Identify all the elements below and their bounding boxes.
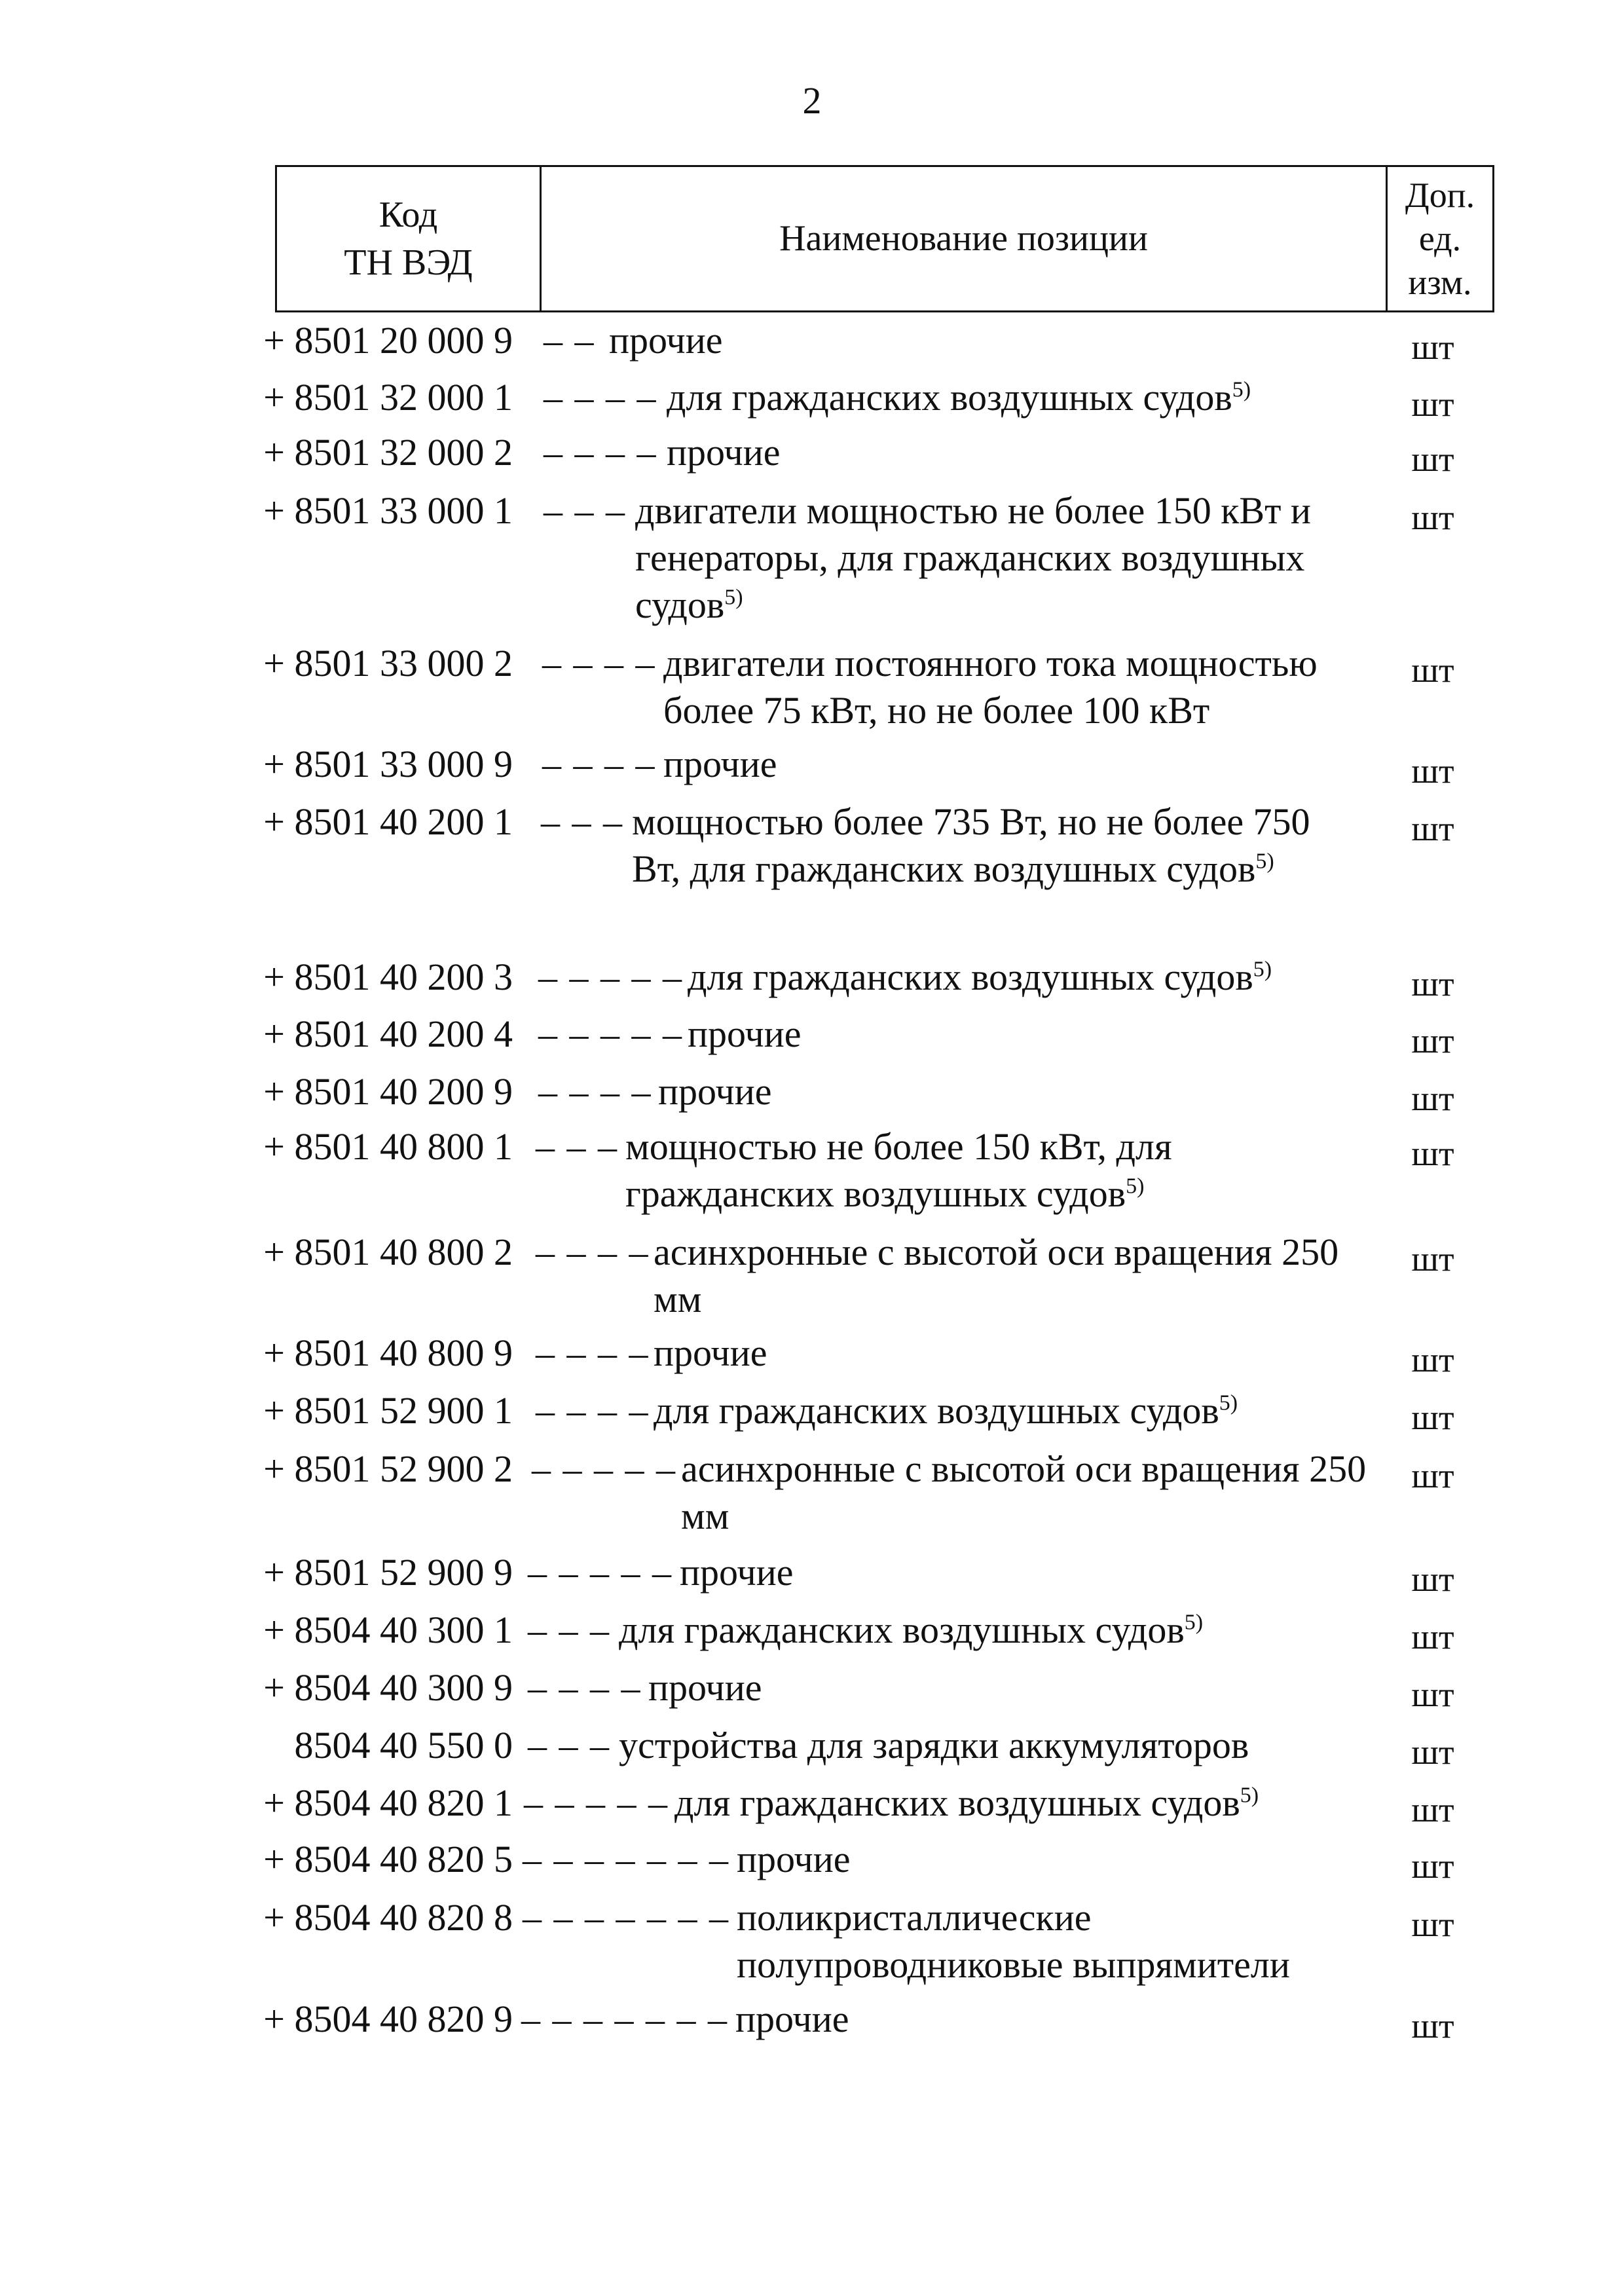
- row-unit: шт: [1411, 1079, 1454, 1118]
- row-text: прочие: [648, 1666, 762, 1709]
- row-desc: [619, 1607, 1392, 1654]
- row-unit: шт: [1411, 384, 1454, 424]
- row-unit: шт: [1411, 1905, 1454, 1944]
- row-unit: шт: [1411, 751, 1454, 791]
- row-desc: [667, 374, 1439, 421]
- header-unit-line2: ед.: [1418, 219, 1462, 259]
- row-code: + 8504 40 300 1: [263, 1609, 513, 1651]
- row-desc: [654, 1229, 1348, 1323]
- row-text: для гражданских воздушных судов: [667, 376, 1232, 419]
- row-unit: шт: [1411, 1134, 1454, 1173]
- row-footnote: 5): [1255, 849, 1274, 874]
- row-code: + 8501 40 200 4: [263, 1013, 513, 1055]
- row-dashes: – –: [544, 319, 595, 362]
- row-text: асинхронные с высотой оси вращения 250 мм: [681, 1447, 1367, 1537]
- row-code: + 8501 33 000 1: [263, 489, 513, 532]
- row-code: + 8501 33 000 2: [263, 642, 513, 684]
- row-dashes: – – – –: [538, 1070, 652, 1113]
- row-dashes: – – – –: [544, 376, 657, 419]
- row-desc: [654, 1330, 1426, 1377]
- row-text: для гражданских воздушных судов: [619, 1609, 1185, 1651]
- row-desc: [619, 1722, 1392, 1769]
- row-code: + 8501 32 000 1: [263, 376, 513, 419]
- row-desc: [735, 1996, 1508, 2043]
- row-unit: шт: [1411, 1340, 1454, 1379]
- row-text: прочие: [735, 1998, 849, 2040]
- row-unit: шт: [1411, 327, 1454, 367]
- row-code: + 8501 33 000 9: [263, 743, 513, 785]
- row-footnote: 5): [1253, 957, 1272, 982]
- row-dashes: – – – –: [528, 1666, 642, 1709]
- row-unit: шт: [1411, 439, 1454, 479]
- row-dashes: – – – – –: [528, 1551, 673, 1594]
- row-dashes: – – – – –: [532, 1447, 676, 1490]
- header-unit-cell: [1388, 167, 1492, 310]
- row-footnote: 5): [1126, 1174, 1145, 1199]
- row-footnote: 5): [1219, 1390, 1238, 1415]
- header-code-cell: [277, 167, 542, 310]
- row-unit: шт: [1411, 1846, 1454, 1886]
- row-text: прочие: [609, 319, 723, 362]
- row-desc: [635, 487, 1375, 629]
- row-unit: шт: [1411, 1559, 1454, 1599]
- row-unit: шт: [1411, 809, 1454, 848]
- row-desc: [674, 1780, 1447, 1827]
- header-name: Наименование позиции: [779, 218, 1148, 259]
- row-dashes: – – –: [528, 1609, 610, 1651]
- row-unit: шт: [1411, 498, 1454, 537]
- row-code: + 8501 52 900 1: [263, 1389, 513, 1432]
- row-footnote: 5): [1232, 377, 1251, 402]
- row-dashes: – – –: [541, 800, 623, 843]
- row-dashes: – – – – – – –: [521, 1998, 728, 2040]
- row-text: поликристаллические полупроводниковые выпрямители: [737, 1896, 1290, 1986]
- row-desc: [648, 1664, 1421, 1711]
- row-dashes: – – – –: [536, 1389, 650, 1432]
- row-text: для гражданских воздушных судов: [674, 1782, 1240, 1824]
- row-text: для гражданских воздушных судов: [688, 956, 1253, 998]
- row-code: + 8501 40 200 9: [263, 1070, 513, 1113]
- row-text: прочие: [737, 1838, 851, 1880]
- row-unit: шт: [1411, 1675, 1454, 1714]
- row-unit: шт: [1411, 1732, 1454, 1772]
- row-code: + 8501 52 900 9: [263, 1551, 513, 1594]
- row-text: мощностью не более 150 кВт, для гражданских воздушных судов: [625, 1125, 1172, 1215]
- row-text: прочие: [688, 1013, 802, 1055]
- row-dashes: – – –: [536, 1125, 618, 1168]
- row-text: прочие: [667, 431, 781, 474]
- row-text: прочие: [680, 1551, 794, 1594]
- row-text: двигатели мощностью не более 150 кВт и генераторы, для гражданских воздушных судов: [635, 489, 1311, 626]
- row-dashes: – – – – – – –: [523, 1838, 729, 1880]
- row-desc: [681, 1446, 1388, 1540]
- row-dashes: – – – –: [536, 1231, 650, 1273]
- row-dashes: – – – –: [542, 642, 656, 684]
- row-code: + 8501 40 200 3: [263, 956, 513, 998]
- row-code: + 8501 40 800 2: [263, 1231, 513, 1273]
- row-desc: [625, 1123, 1274, 1218]
- row-dashes: – – – –: [542, 743, 656, 785]
- row-desc: [667, 429, 1439, 476]
- row-code: + 8504 40 820 9: [263, 1998, 513, 2040]
- row-text: мощностью более 735 Вт, но не более 750 Вт, для гражданских воздушных судов: [632, 800, 1310, 890]
- table-header: [275, 165, 1494, 312]
- row-dashes: – – – – –: [524, 1782, 669, 1824]
- row-desc: [663, 741, 1436, 788]
- row-code: + 8501 32 000 2: [263, 431, 513, 474]
- header-name-cell: [542, 167, 1388, 310]
- row-unit: шт: [1411, 1239, 1454, 1278]
- row-code: + 8504 40 820 1: [263, 1782, 513, 1824]
- row-footnote: 5): [724, 585, 743, 610]
- row-desc: [737, 1894, 1326, 1988]
- header-unit-line3: изм.: [1408, 262, 1472, 302]
- row-text: прочие: [654, 1332, 767, 1374]
- row-dashes: – – – – –: [538, 1013, 683, 1055]
- row-code: + 8501 20 000 9: [263, 319, 513, 362]
- row-code: + 8501 40 200 1: [263, 800, 513, 843]
- row-code: + 8504 40 820 5: [263, 1838, 513, 1880]
- row-unit: шт: [1411, 1790, 1454, 1829]
- row-dashes: – – –: [544, 489, 626, 532]
- header-code-line2: ТН ВЭД: [344, 242, 473, 283]
- row-footnote: 5): [1184, 1610, 1204, 1635]
- row-desc: [663, 640, 1390, 734]
- row-unit: шт: [1411, 1398, 1454, 1437]
- row-text: двигатели постоянного тока мощностью более 75 кВт, но не более 100 кВт: [663, 642, 1318, 732]
- row-desc: [688, 1011, 1460, 1058]
- row-desc: [654, 1387, 1426, 1434]
- row-unit: шт: [1411, 650, 1454, 690]
- row-unit: шт: [1411, 964, 1454, 1003]
- header-code-line1: Код: [378, 194, 438, 235]
- row-code: + 8501 40 800 9: [263, 1332, 513, 1374]
- row-desc: [658, 1068, 1431, 1115]
- row-text: устройства для зарядки аккумуляторов: [619, 1724, 1249, 1766]
- row-dashes: – – –: [528, 1724, 610, 1766]
- page-number: 2: [802, 79, 822, 122]
- row-desc: [632, 798, 1313, 893]
- row-unit: шт: [1411, 1456, 1454, 1495]
- row-text: для гражданских воздушных судов: [654, 1389, 1219, 1432]
- row-desc: [609, 317, 1382, 364]
- row-unit: шт: [1411, 1617, 1454, 1656]
- row-code: + 8501 40 800 1: [263, 1125, 513, 1168]
- row-dashes: – – – – –: [538, 956, 683, 998]
- row-text: асинхронные с высотой оси вращения 250 мм: [654, 1231, 1339, 1320]
- row-dashes: – – – –: [536, 1332, 650, 1374]
- header-unit-line1: Доп.: [1405, 175, 1475, 215]
- row-text: прочие: [663, 743, 777, 785]
- row-footnote: 5): [1240, 1783, 1259, 1808]
- row-code: + 8504 40 820 8: [263, 1896, 513, 1939]
- row-desc: [680, 1549, 1452, 1596]
- row-code: 8504 40 550 0: [294, 1724, 513, 1766]
- row-desc: [688, 954, 1460, 1001]
- row-unit: шт: [1411, 1021, 1454, 1060]
- row-unit: шт: [1411, 2006, 1454, 2045]
- row-dashes: – – – – – – –: [523, 1896, 729, 1939]
- row-dashes: – – – –: [544, 431, 657, 474]
- row-code: + 8501 52 900 2: [263, 1447, 513, 1490]
- row-text: прочие: [658, 1070, 772, 1113]
- row-code: + 8504 40 300 9: [263, 1666, 513, 1709]
